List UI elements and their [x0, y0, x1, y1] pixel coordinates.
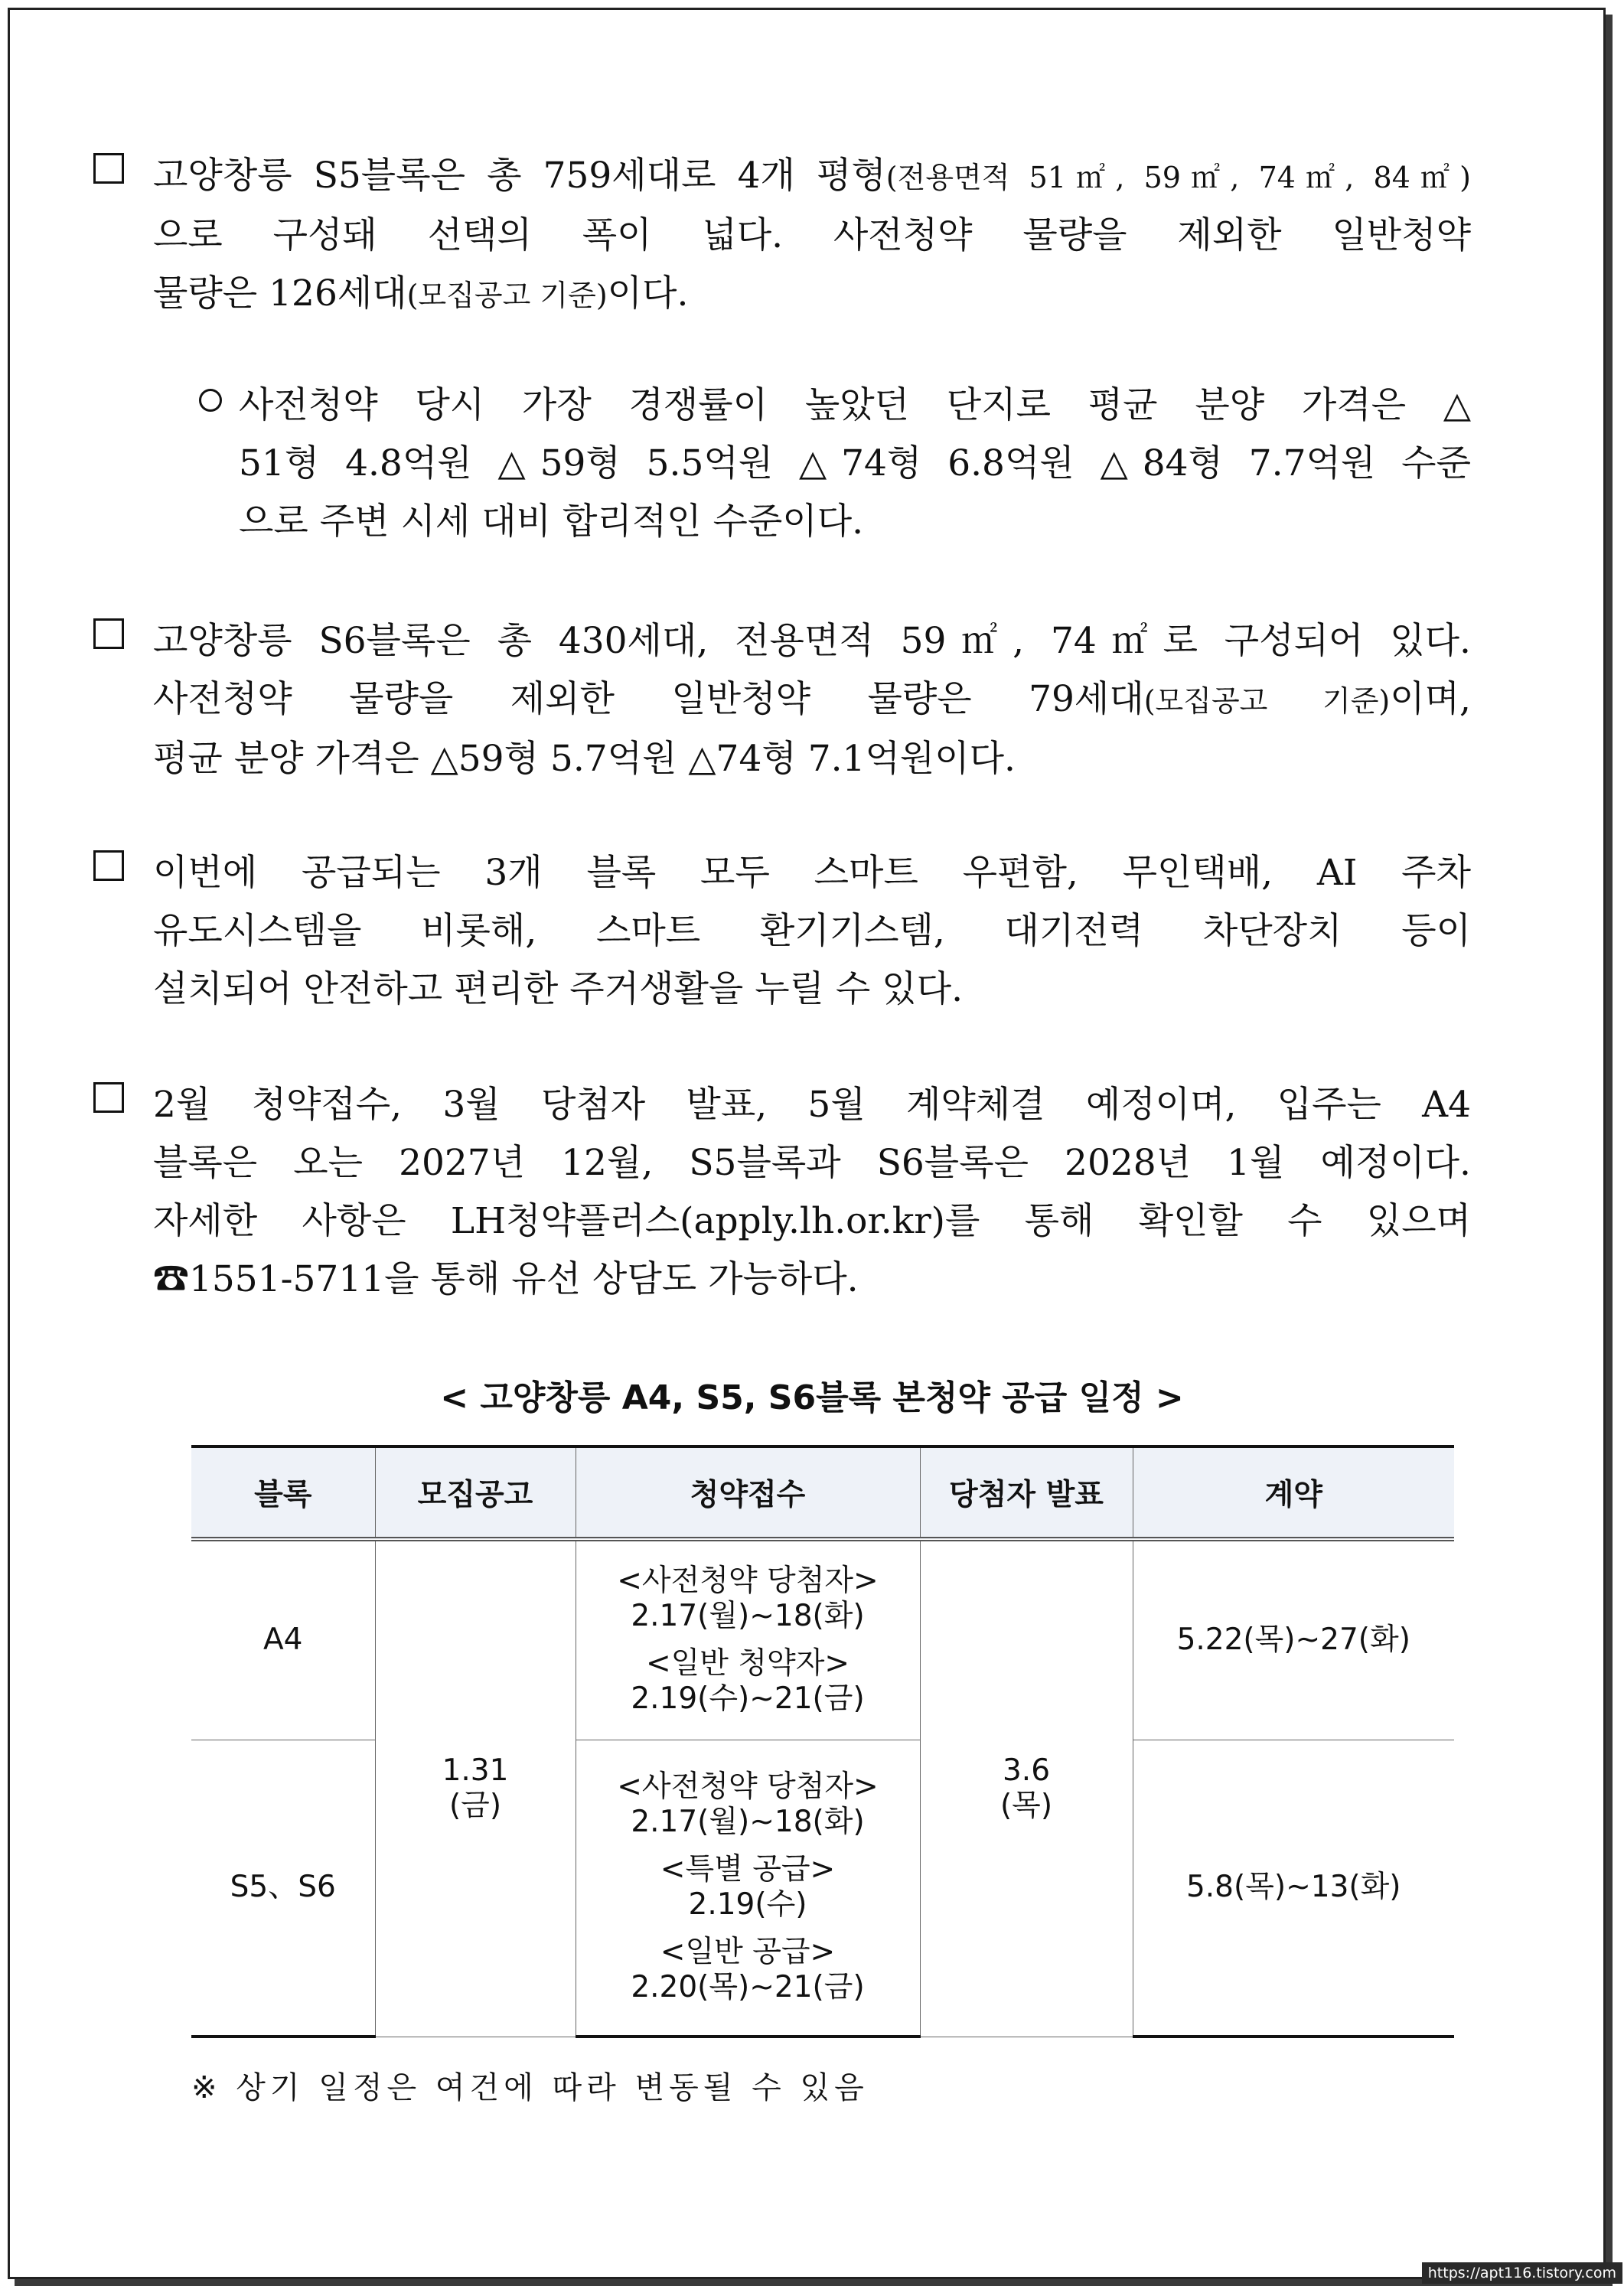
cell-announcement-date: 3.6 (목)	[920, 1539, 1133, 2037]
header-block: 블록	[191, 1446, 375, 1539]
header-contract: 계약	[1133, 1446, 1454, 1539]
cell-contract-s5s6: 5.8(목)~13(화)	[1133, 1740, 1454, 2037]
cell-notice-date: 1.31 (금)	[375, 1539, 576, 2037]
table-row-a4	[191, 1539, 1454, 1740]
paragraph-smart-features	[153, 844, 1471, 1019]
text-line: 유도시스템을 비롯해, 스마트 환기기스템, 대기전력 차단장치 등이	[153, 910, 1471, 952]
square-bullet-icon	[93, 618, 124, 649]
table-caption: < 고양창릉 A4, S5, S6블록 본청약 공급 일정 >	[440, 1378, 1184, 1417]
cell-block-a4: A4	[191, 1539, 375, 1740]
watermark-link[interactable]: https://apt116.tistory.com	[1422, 2262, 1622, 2284]
entry: <일반 청약자> 2.19(수)~21(금)	[631, 1646, 865, 1717]
text-line: ☎1551-5711을 통해 유선 상담도 가능하다.	[153, 1258, 859, 1300]
paragraph-s5-price	[239, 377, 1471, 551]
text-line: 물량은 126세대(모집공고 기준)이다.	[153, 272, 689, 315]
square-bullet-icon	[93, 153, 124, 184]
entry: <사전청약 당첨자> 2.17(월)~18(화)	[617, 1564, 879, 1634]
entry: <특별 공급> 2.19(수)	[660, 1852, 836, 1923]
text-line: 고양창릉 S5블록은 총 759세대로 4개 평형(전용면적 51㎡, 59㎡, 74㎡, 84㎡)	[153, 155, 1471, 197]
cell-application-a4	[576, 1539, 920, 1740]
text-line: 블록은 오는 2027년 12월, S5블록과 S6블록은 2028년 1월 예정이다.	[153, 1142, 1471, 1184]
text-line: 사전청약 당시 가장 경쟁률이 높았던 단지로 평균 분양 가격은 △	[239, 384, 1471, 426]
footnote: ※ 상기 일정은 여건에 따라 변동될 수 있음	[191, 2070, 869, 2105]
paragraph-s6-block	[153, 612, 1471, 788]
header-announcement: 당첨자 발표	[920, 1446, 1133, 1539]
paragraph-s5-block	[153, 147, 1471, 325]
table-header-row	[191, 1446, 1454, 1539]
text-line: 으로 구성돼 선택의 폭이 넓다. 사전청약 물량을 제외한 일반청약	[153, 214, 1471, 256]
circle-bullet-icon	[199, 389, 222, 412]
text-line: 으로 주변 시세 대비 합리적인 수준이다.	[239, 501, 864, 543]
text-line: 51형 4.8억원 △59형 5.5억원 △74형 6.8억원 △84형 7.7억원 수준	[239, 442, 1471, 484]
entry: <사전청약 당첨자> 2.17(월)~18(화)	[617, 1769, 879, 1840]
cell-contract-a4: 5.22(목)~27(화)	[1133, 1539, 1454, 1740]
text-line: 자세한 사항은 LH청약플러스(apply.lh.or.kr)를 통해 확인할 수 있으며	[153, 1200, 1471, 1242]
text-line: 2월 청약접수, 3월 당첨자 발표, 5월 계약체결 예정이며, 입주는 A4	[153, 1084, 1471, 1126]
cell-application-s5s6	[576, 1740, 920, 2037]
header-notice: 모집공고	[375, 1446, 576, 1539]
text-line: 설치되어 안전하고 편리한 주거생활을 누릴 수 있다.	[153, 968, 964, 1010]
entry: <일반 공급> 2.20(목)~21(금)	[631, 1935, 865, 2005]
text-line: 고양창릉 S6블록은 총 430세대, 전용면적 59㎡, 74㎡로 구성되어 있다.	[153, 620, 1471, 662]
square-bullet-icon	[93, 850, 124, 881]
text-line: 이번에 공급되는 3개 블록 모두 스마트 우편함, 무인택배, AI 주차	[153, 852, 1471, 894]
schedule-table	[191, 1445, 1454, 2038]
text-line: 사전청약 물량을 제외한 일반청약 물량은 79세대(모집공고 기준)이며,	[153, 678, 1471, 720]
paragraph-schedule	[153, 1076, 1471, 1309]
cell-block-s5s6: S5、S6	[191, 1740, 375, 2037]
text-line: 평균 분양 가격은 △59형 5.7억원 △74형 7.1억원이다.	[153, 738, 1016, 780]
square-bullet-icon	[93, 1082, 124, 1113]
header-application: 청약접수	[576, 1446, 920, 1539]
